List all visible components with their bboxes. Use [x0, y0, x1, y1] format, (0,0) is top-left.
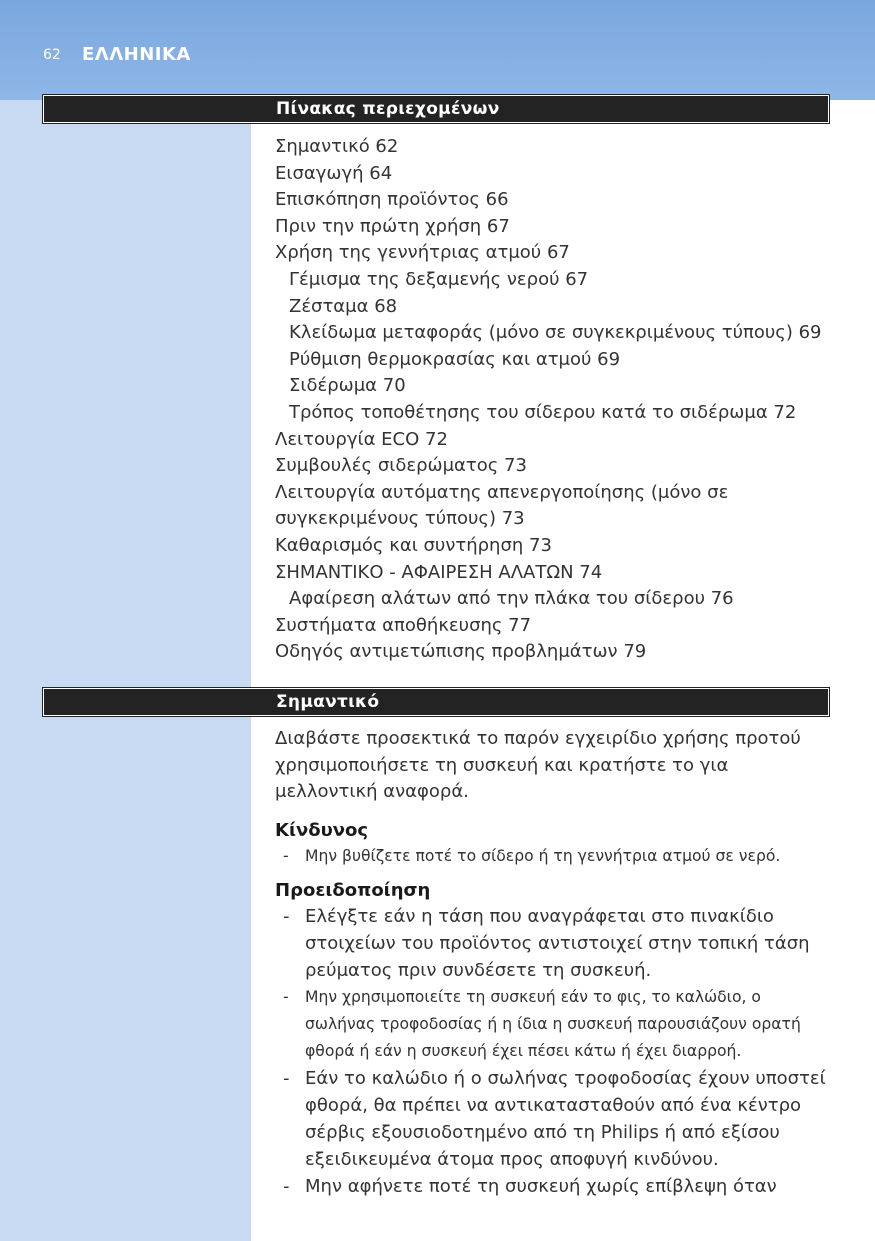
- important-title: Σημαντικό: [276, 692, 380, 712]
- toc-item[interactable]: Πριν την πρώτη χρήση 67: [275, 215, 510, 237]
- warning-item: [275, 1173, 835, 1200]
- toc-item[interactable]: Λειτουργία ECO 72: [275, 428, 448, 450]
- toc-title-bar: [43, 95, 829, 123]
- important-title-bar: [43, 688, 829, 716]
- warning-item: [275, 1065, 835, 1173]
- table-of-contents: [275, 134, 835, 666]
- toc-subitem[interactable]: Τρόπος τοποθέτησης του σίδερου κατά το σιδέρωμα 72: [289, 401, 797, 423]
- warning-item-text: Ελέγξτε εάν η τάση που αναγράφεται στο πινακίδιο στοιχείων του προϊόντος αντιστοιχεί στην τοπική τάση ρεύματος πριν συνδέσετε τη συσκευή.: [305, 905, 810, 981]
- toc-item[interactable]: Επισκόπηση προϊόντος 66: [275, 189, 509, 211]
- toc-item[interactable]: Καθαρισμός και συντήρηση 73: [275, 534, 552, 556]
- toc-subitem[interactable]: Αφαίρεση αλάτων από την πλάκα του σίδερου 76: [289, 588, 734, 610]
- warning-item-text: Μην χρησιμοποιείτε τη συσκευή εάν το φις, το καλώδιο, ο σωλήνας τροφοδοσίας ή η ίδια η συσκευή παρουσιάζουν ορατή φθορά ή εάν η συσκευή έχει πέσει κάτω ή έχει διαρροή.: [305, 987, 801, 1060]
- bullet-dash: -: [283, 1175, 290, 1197]
- warning-heading: Προειδοποίηση: [275, 879, 431, 901]
- important-section: [275, 726, 835, 1200]
- bullet-dash: -: [283, 987, 289, 1006]
- intro-paragraph: Διαβάστε προσεκτικά το παρόν εγχειρίδιο χρήσης προτού χρησιμοποιήσετε τη συσκευή και κρατήστε το για μελλοντική αναφορά.: [275, 728, 801, 803]
- page-number: 62: [43, 47, 61, 63]
- toc-item[interactable]: Χρήση της γεννήτριας ατμού 67: [275, 242, 570, 264]
- toc-item[interactable]: ΣΗΜΑΝΤΙΚΟ - ΑΦΑΙΡΕΣΗ ΑΛΑΤΩΝ 74: [275, 561, 603, 583]
- danger-heading: Κίνδυνος: [275, 819, 369, 841]
- toc-item[interactable]: Λειτουργία αυτόματης απενεργοποίησης (μόνο σε συγκεκριμένους τύπους) 73: [275, 481, 729, 530]
- toc-item[interactable]: Οδηγός αντιμετώπισης προβλημάτων 79: [275, 641, 647, 663]
- warning-item-text: Μην αφήνετε ποτέ τη συσκευή χωρίς επίβλεψη όταν: [305, 1175, 777, 1197]
- danger-item: [275, 843, 835, 870]
- side-margin-band: [0, 100, 251, 1241]
- toc-subitem[interactable]: Σιδέρωμα 70: [289, 375, 406, 397]
- bullet-dash: -: [283, 846, 289, 865]
- toc-subitem[interactable]: Γέμισμα της δεξαμενής νερού 67: [289, 268, 589, 290]
- warning-item: [275, 984, 835, 1065]
- warning-item-text: Εάν το καλώδιο ή ο σωλήνας τροφοδοσίας έχουν υποστεί φθορά, θα πρέπει να αντικατασταθούν από ένα κέντρο σέρβις εξουσιοδοτημένο από τη Philips ή από εξίσου εξειδικευμένα άτομα προς αποφυγή κινδύνου.: [305, 1067, 826, 1170]
- bullet-dash: -: [283, 1067, 290, 1089]
- danger-item-text: Μην βυθίζετε ποτέ το σίδερο ή τη γεννήτρια ατμού σε νερό.: [305, 846, 781, 865]
- toc-item[interactable]: Εισαγωγή 64: [275, 162, 393, 184]
- toc-subitem[interactable]: Ζέσταμα 68: [289, 295, 398, 317]
- toc-subitem[interactable]: Κλείδωμα μεταφοράς (μόνο σε συγκεκριμένους τύπους) 69: [289, 322, 822, 344]
- bullet-dash: -: [283, 905, 290, 927]
- toc-item[interactable]: Συμβουλές σιδερώματος 73: [275, 455, 527, 477]
- toc-title: Πίνακας περιεχομένων: [276, 99, 500, 119]
- warning-item: [275, 903, 835, 984]
- toc-item[interactable]: Σημαντικό 62: [275, 136, 399, 157]
- language-label: ΕΛΛΗΝΙΚΑ: [82, 44, 191, 65]
- toc-subitem[interactable]: Ρύθμιση θερμοκρασίας και ατμού 69: [289, 348, 621, 370]
- toc-item[interactable]: Συστήματα αποθήκευσης 77: [275, 614, 532, 636]
